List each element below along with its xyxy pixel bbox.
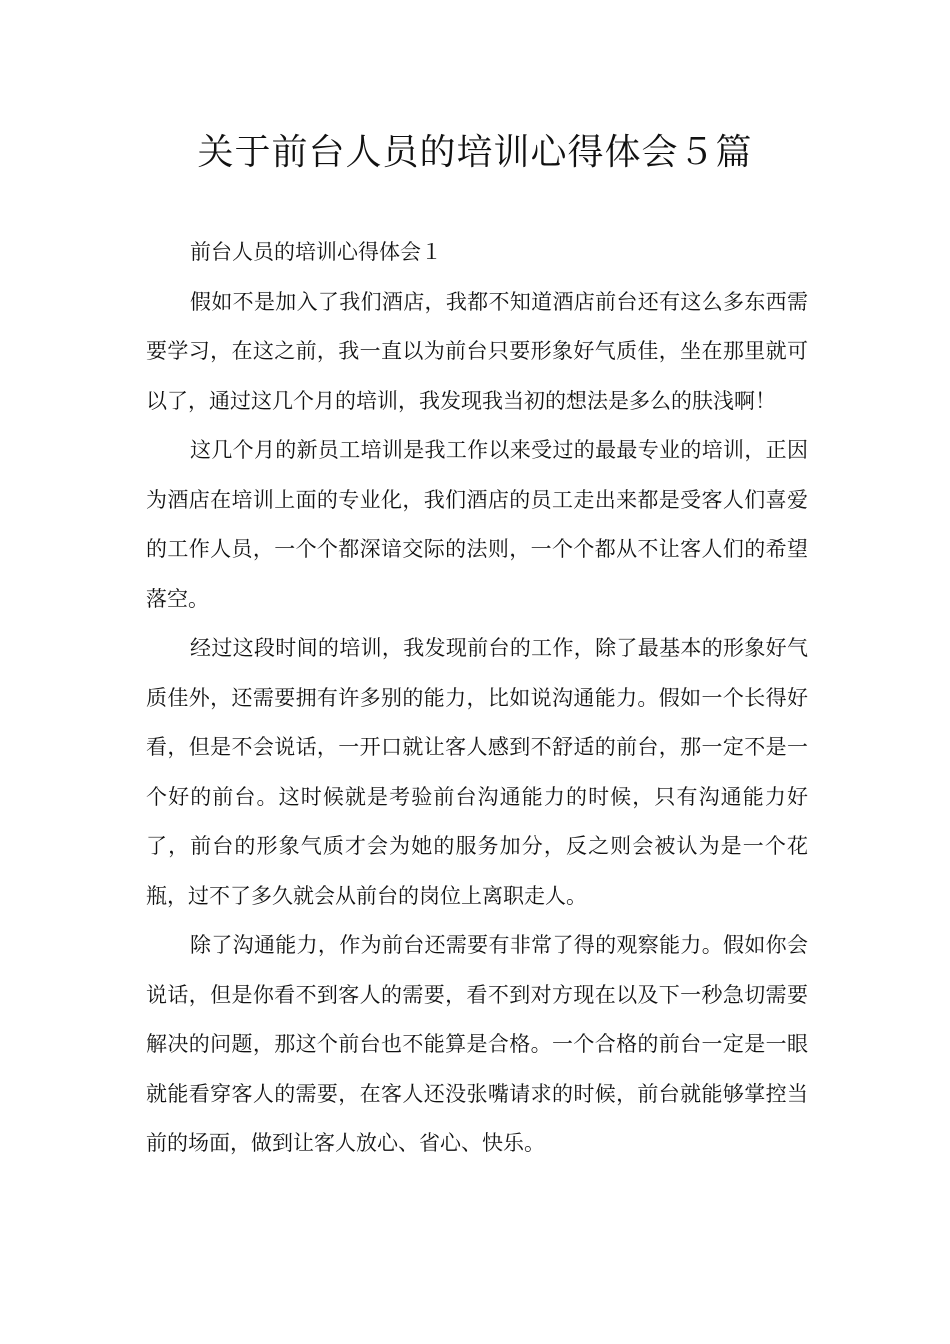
paragraph-1: 假如不是加入了我们酒店，我都不知道酒店前台还有这么多东西需要学习，在这之前，我一直以为前台只要形象好气质佳，坐在那里就可以了，通过这几个月的培训，我发现我当初的想法是多么的肤浅啊！ [146,289,808,413]
document-body [146,228,808,1169]
paragraph-3: 经过这段时间的培训，我发现前台的工作，除了最基本的形象好气质佳外，还需要拥有许多别的能力，比如说沟通能力。假如一个长得好看，但是不会说话，一开口就让客人感到不舒适的前台，那一定不是一个好的前台。这时候就是考验前台沟通能力的时候，只有沟通能力好了，前台的形象气质才会为她的服务加分，反之则会被认为是一个花瓶，过不了多久就会从前台的岗位上离职走人。 [146,636,808,908]
section-heading: 前台人员的培训心得体会１ [190,240,442,264]
paragraph-4: 除了沟通能力，作为前台还需要有非常了得的观察能力。假如你会说话，但是你看不到客人的需要，看不到对方现在以及下一秒急切需要解决的问题，那这个前台也不能算是合格。一个合格的前台一定是一眼就能看穿客人的需要，在客人还没张嘴请求的时候，前台就能够掌控当前的场面，做到让客人放心、省心、快乐。 [146,933,808,1155]
paragraph-2: 这几个月的新员工培训是我工作以来受过的最最专业的培训，正因为酒店在培训上面的专业化，我们酒店的员工走出来都是受客人们喜爱的工作人员，一个个都深谙交际的法则，一个个都从不让客人们的希望落空。 [146,438,808,611]
document-title: 关于前台人员的培训心得体会５篇 [197,132,753,173]
